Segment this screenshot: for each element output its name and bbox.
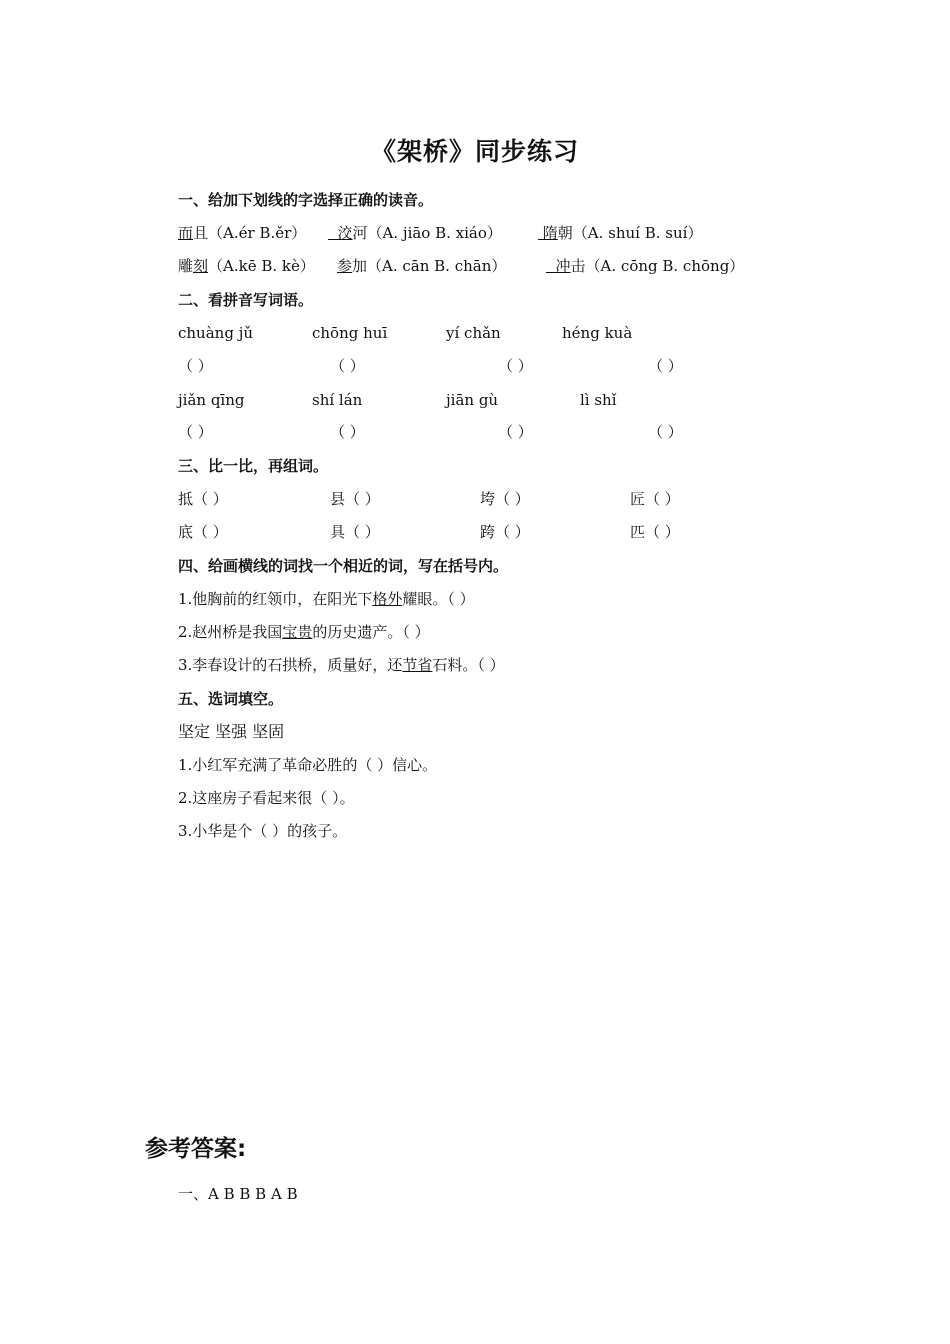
section-4-heading: 四、给画横线的词找一个相近的词，写在括号内。 <box>178 557 509 575</box>
compare-item: 垮（ ） <box>480 490 530 508</box>
answer-blank: （ ） <box>648 357 683 375</box>
answer-blank: （ ） <box>648 423 683 441</box>
compare-item: 抵（ ） <box>178 490 228 508</box>
s1-item-2: 洨河（A. jiāo B. xiáo） <box>328 224 502 242</box>
compare-item: 县（ ） <box>330 490 380 508</box>
answer-blank: （ ） <box>330 357 365 375</box>
word-choices: 坚定 坚强 坚固 <box>178 722 285 741</box>
answer-blank: （ ） <box>498 357 533 375</box>
s1-item-5: 参加（A. cān B. chān） <box>337 257 507 275</box>
s1-item-4: 雕刻（A.kē B. kè） <box>178 257 315 275</box>
pinyin-7: jiān gù <box>446 391 499 409</box>
pinyin-3: yí chǎn <box>446 324 501 342</box>
answer-blank: （ ） <box>178 423 213 441</box>
s4-item-3: 3.李春设计的石拱桥，质量好，还节省石料。（ ） <box>178 656 505 674</box>
answer-blank: （ ） <box>330 423 365 441</box>
answers-title: 参考答案: <box>145 1136 247 1162</box>
s5-item-1: 1.小红军充满了革命必胜的（ ）信心。 <box>178 756 438 774</box>
compare-item: 匹（ ） <box>630 523 680 541</box>
underlined-char: 刻 <box>193 257 209 275</box>
underlined-char: 洨 <box>328 224 353 242</box>
pinyin-2: chōng huī <box>312 324 388 342</box>
s5-item-3: 3.小华是个（ ）的孩子。 <box>178 822 348 840</box>
answer-blank: （ ） <box>498 423 533 441</box>
underlined-word: 宝贵 <box>282 623 313 641</box>
answer-1: 一、A B B B A B <box>178 1185 298 1203</box>
section-3-heading: 三、比一比，再组词。 <box>178 457 329 475</box>
underlined-char: 参 <box>337 257 353 275</box>
underlined-word: 节省 <box>402 656 433 674</box>
section-5-heading: 五、选词填空。 <box>178 690 284 708</box>
compare-item: 匠（ ） <box>630 490 680 508</box>
pinyin-6: shí lán <box>312 391 363 409</box>
compare-item: 跨（ ） <box>480 523 530 541</box>
underlined-char: 冲 <box>546 257 571 275</box>
s1-item-1: 而且（A.ér B.ěr） <box>178 224 307 242</box>
s1-item-3: 隋朝（A. shuí B. suí） <box>538 224 703 242</box>
pinyin-5: jiǎn qīng <box>178 391 245 409</box>
underlined-char: 而 <box>178 224 194 242</box>
pinyin-4: héng kuà <box>562 324 633 342</box>
compare-item: 底（ ） <box>178 523 228 541</box>
s5-item-2: 2.这座房子看起来很（ ）。 <box>178 789 355 807</box>
s4-item-2: 2.赵州桥是我国宝贵的历史遗产。（ ） <box>178 623 430 641</box>
underlined-char: 隋 <box>538 224 558 242</box>
section-2-heading: 二、看拼音写词语。 <box>178 291 314 309</box>
s1-item-6: 冲击（A. cōng B. chōng） <box>546 257 745 275</box>
compare-item: 具（ ） <box>330 523 380 541</box>
pinyin-8: lì shǐ <box>580 391 617 409</box>
pinyin-1: chuàng jǔ <box>178 324 254 342</box>
answer-blank: （ ） <box>178 357 213 375</box>
page-title: 《架桥》同步练习 <box>370 137 579 166</box>
s4-item-1: 1.他胸前的红领巾，在阳光下格外耀眼。（ ） <box>178 590 475 608</box>
underlined-word: 格外 <box>372 590 403 608</box>
section-1-heading: 一、给加下划线的字选择正确的读音。 <box>178 191 434 209</box>
